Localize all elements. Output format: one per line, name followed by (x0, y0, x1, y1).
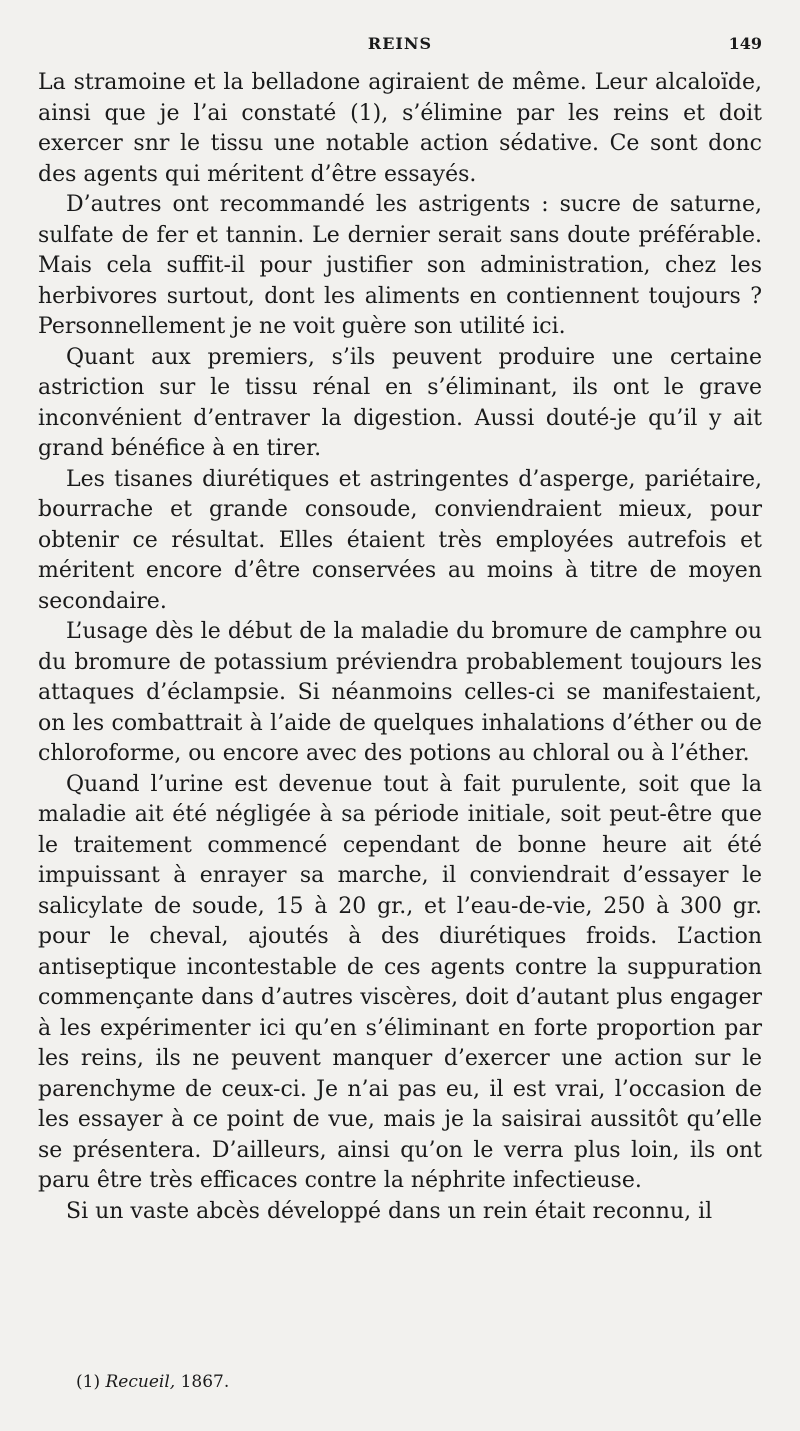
paragraph-4: Les tisanes diurétiques et astringentes d’asperge, pariétaire, bourrache et grande consoude, conviendraient mieux, pour obtenir ce résultat. Elles étaient très employées autrefois et méritent encore d’être conservées au moins à titre de moyen secondaire. (38, 466, 762, 614)
footnote-year: 1867. (180, 1372, 230, 1392)
page-number: 149 (728, 34, 762, 53)
paragraph-1: La stramoine et la belladone agiraient de même. Leur alcaloïde, ainsi que je l’ai constaté (1), s’élimine par les reins et doit exercer snr le tissu une notable action sédative. Ce sont donc des agents qui méritent d’être essayés. (38, 70, 762, 187)
running-title: REINS (367, 34, 433, 53)
paragraph-2: D’autres ont recommandé les astrigents : sucre de saturne, sulfate de fer et tannin. Le dernier serait sans doute préférable. Mais cela suffit-il pour justifier son administration, chez les herbivores surtout, dont les aliments en contiennent toujours ? Personnellement je ne voit guère son utilité ici. (38, 192, 762, 339)
paragraph-6: Quand l’urine est devenue tout à fait purulente, soit que la maladie ait été négligée à sa période initiale, soit peut-être que le traitement commencé cependant de bonne heure ait été impuissant à enrayer sa marche, il conviendrait d’essayer le salicylate de soude, 15 à 20 gr., et l’eau-de-vie, 250 à 300 gr. pour le cheval, ajoutés à des diurétiques froids. L’action antiseptique incontestable de ces agents contre la suppuration commençante dans d’autres viscères, doit d’autant plus engager à les expérimenter ici qu’en s’éliminant en forte proportion par les reins, ils ne peuvent manquer d’exercer une action sur le parenchyme de ceux-ci. Je n’ai pas eu, il est vrai, l’occasion de les essayer à ce point de vue, mais je la saisirai aussitôt qu’elle se présentera. D’ailleurs, ainsi qu’on le verra plus loin, ils ont paru être très efficaces contre la néphrite infectieuse. (38, 771, 762, 1193)
paragraph-5: L’usage dès le début de la maladie du bromure de camphre ou du bromure de potassium préviendra probablement toujours les attaques d’éclampsie. Si néanmoins celles-ci se manifestaient, on les combattrait à l’aide de quelques inhalations d’éther ou de chloroforme, ou encore avec des potions au chloral ou à l’éther. (38, 619, 762, 766)
footnote-marker: (1) (76, 1372, 101, 1392)
footnote-source: Recueil, (105, 1372, 176, 1392)
body-text (38, 68, 762, 1227)
footnote (76, 1372, 229, 1392)
paragraph-7: Si un vaste abcès développé dans un rein était reconnu, il (66, 1198, 713, 1224)
page-header (38, 30, 762, 64)
paragraph-3: Quant aux premiers, s’ils peuvent produire une certaine astriction sur le tissu rénal en s’éliminant, ils ont le grave inconvénient d’entraver la digestion. Aussi douté-je qu’il y ait grand bénéfice à en tirer. (38, 344, 762, 461)
